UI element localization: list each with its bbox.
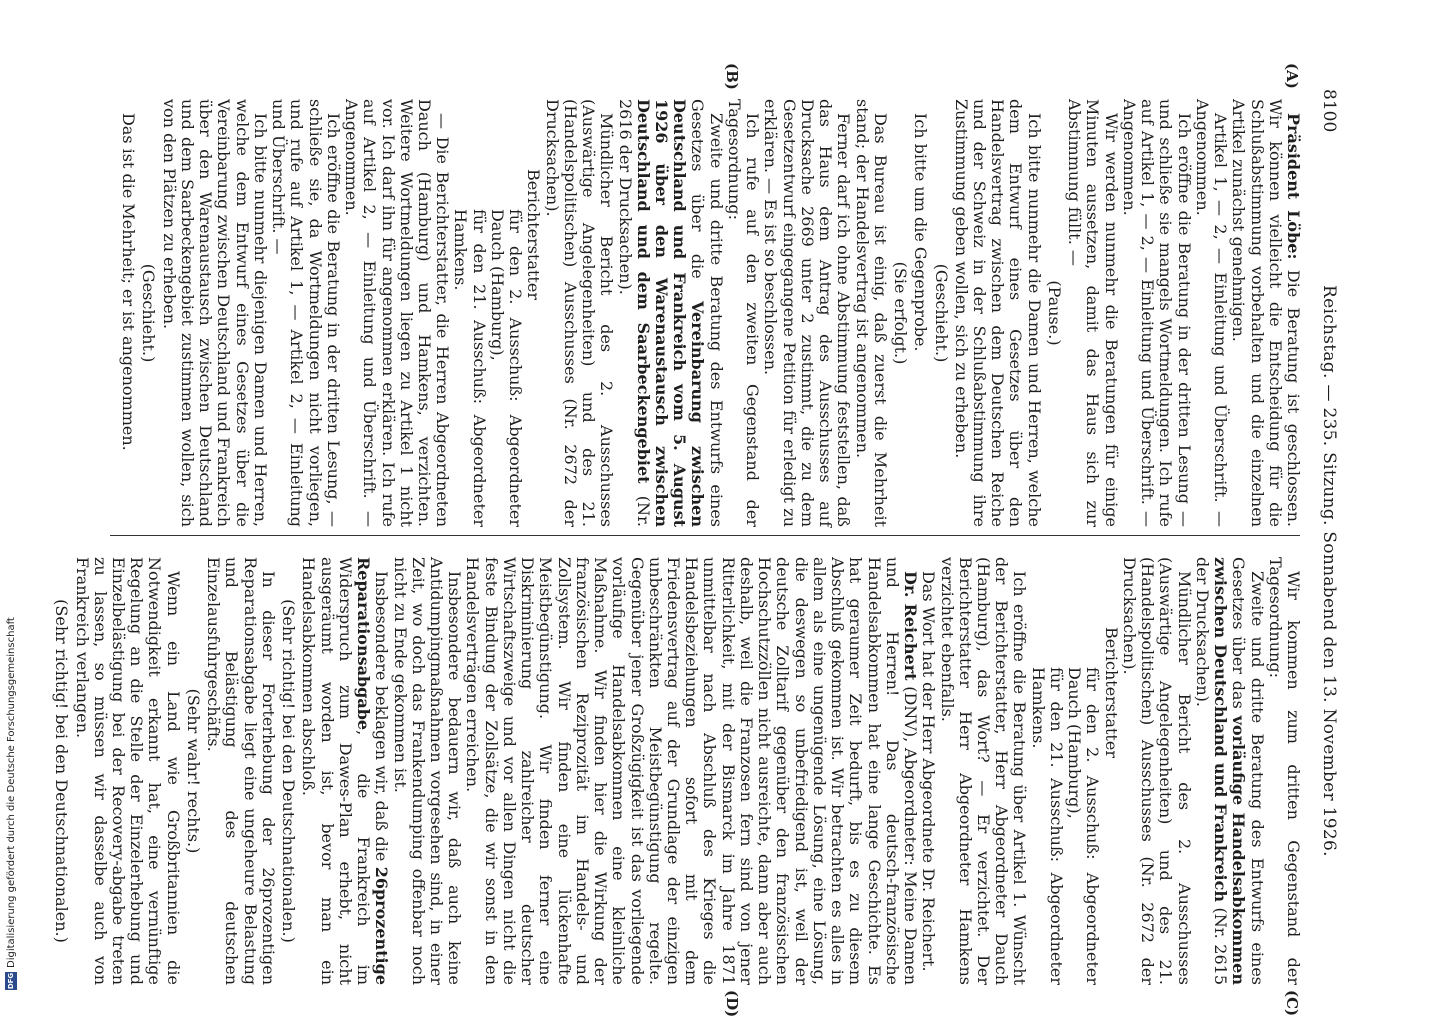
paragraph: Ich eröffne die Beratung in der dritten Lesung, — schließe sie, da Wortmeldungen nicht vorliegen, und rufe auf Artikel 1, — Artikel 2, — Einleitung und Überschrift. — <box>269 99 343 527</box>
rapporteur-heading: Berichterstatter <box>524 169 544 300</box>
stage-direction: (Sehr richtig! bei den Deutschnationalen.) <box>52 599 72 943</box>
paragraph: Wir kommen zum dritten Gegenstand der Tagesordnung: <box>1265 557 1303 985</box>
bold-phrase: Vereinbarung zwischen Deutschland und Frankreich vom 5. August 1926 über den Warenaustausch zwischen Deutschland und dem Saarbeckengebiet <box>633 99 708 527</box>
paragraph: Das Bureau ist einig, daß zuerst die Mehrheit stand; der Handelsvertrag ist angenommen. <box>852 99 890 527</box>
paragraph: — Die Berichterstatter, die Herren Abgeordneten Dauch (Hamburg) und Hamkens, verzichten. Weitere Wortmeldungen liegen zu Artikel 1 nicht vor. Ich darf ihn für angenommen erklären. Ich rufe auf Artikel 2, — Einleitung und Überschrift. — Angenommen. <box>342 99 453 527</box>
left-column <box>112 99 1302 527</box>
paragraph: Ich bitte um die Gegenprobe. <box>911 113 931 352</box>
paragraph: Ich rufe auf den zweiten Gegenstand der Tagesordnung: <box>724 99 763 527</box>
page-header <box>1312 85 1340 995</box>
margin-mark-a: (A) <box>1283 63 1301 89</box>
bold-phrase: Präsident Löbe: <box>1284 113 1303 260</box>
paragraph: Das Wort hat der Herr Abgeordnete Dr. Reichert. <box>919 571 939 972</box>
paragraph: Insbesondere bedauern wir, daß auch keine Antidumpingmaßnahmen vorgesehen sind, in einer Zeit, wo doch das Frankendumping offenbar noch nicht zu Ende gekommen ist. <box>390 557 465 985</box>
stage-direction: (Geschieht.) <box>931 263 951 363</box>
right-column <box>52 557 1303 986</box>
paragraph: Ferner darf ich ohne Abstimmung feststellen, daß das Haus dem Antrag des Ausschusses auf Drucksache 2669 unter 2 zustimmt, die zu dem Gesetzentwurf eingegangene Petition für erledigt zu erklären. — Es ist so beschlossen. <box>761 99 854 527</box>
bold-phrase: vorläufige Handelsabkommen zwischen Deutschland und Frankreich <box>1211 557 1249 985</box>
paragraph: Zweite und dritte Beratung des Entwurfs eines Gesetzes über die Vereinbarung zwischen Deutschland und Frankreich vom 5. August 1926 über den Warenaustausch zwischen Deutschland und dem Saarbeckengebiet (Nr. 2616 der Drucksachen). <box>615 99 726 527</box>
paragraph: Wir werden nunmehr die Beratungen für einige Minuten aussetzen, damit das Haus sich zur Abstimmung füllt. — <box>1065 99 1121 527</box>
rapporteur-line: für den 2. Ausschuß: Abgeordneter Dauch (Hamburg), <box>1065 667 1103 985</box>
stage-direction: (Geschieht.) <box>139 263 159 363</box>
paragraph: Mündlicher Bericht des 2. Ausschusses (Auswärtige Angelegenheiten) und des 21. (Handelspolitischen) Ausschusses (Nr. 2672 der Drucksachen). <box>1119 557 1194 985</box>
paragraph: Ich bitte nunmehr die Damen und Herren, welche dem Entwurf eines Gesetzes über den Handelsvertrag zwischen dem Deutschen Reiche und der Schweiz in der Schlußabstimmung ihre Zustimmung geben wollen, sich zu erheben. <box>951 99 1044 527</box>
paragraph: Ich eröffne die Beratung in der dritten Lesung — und schließe sie mangels Wortmeldungen. Ich rufe auf Artikel 1, — 2, — Einleitung und Überschrift. — Angenommen. <box>1119 99 1194 527</box>
paragraph: Dr. Reichert (DNV), Abgeordneter: Meine Damen und Herren! Das deutsch-französische Handelsabkommen hat eine lange Geschichte. Es hat geraumer Zeit bedurft, bis es zu diesem Abschluß gekommen ist. Wir betrachten es alles in allem als eine ungenügende Lösung, eine Lösung, die deswegen so unbefriedigend ist, weil der deutsche Zolltarif gegenüber den französischen Hochschutzzöllen nicht ausreichte, dann aber auch deshalb, weil die Franzosen fern sind von jener Ritterlichkeit, mit der Bismarck im Jahre 1871 unmittelbar nach Abschluß des Krieges die Handelsbeziehungen sofort mit dem Friedensvertrag auf der Grundlage der einzigen unbeschränkten Meistbegünstigung regelte. Gegenüber jener Großzügigkeit ist das vorliegende vorläufige Handelsabkommen eine kleinliche Maßnahme. Wir finden hier die Wirkung der französischen Reziprozität im Handels- und Zollsystem. Wir finden eine lückenhafte Meistbegünstigung. Wir finden ferner eine Diskriminierung zahlreicher deutscher Wirtschaftszweige und vor allen Dingen nicht die feste Bindung der Zollsätze, die wir sonst in den Handelsverträgen erreichen. <box>463 557 921 986</box>
paragraph: Das ist die Mehrheit; er ist angenommen. <box>119 113 139 451</box>
bold-phrase: 26prozentige Reparationsabgabe <box>354 557 392 985</box>
running-title: Reichstag. — 235. Sitzung. Sonnabend den 13. November 1926. <box>1319 285 1339 857</box>
dfg-logo-icon: DFG <box>7 972 15 990</box>
paragraph: Mündlicher Bericht des 2. Ausschusses (Auswärtige Angelegenheiten) und des 21. (Handelspolitischen) Ausschusses (Nr. 2672 der Drucksachen). <box>542 99 617 527</box>
stage-direction: (Pause.) <box>1044 280 1064 346</box>
stage-direction: (Sehr wahr! rechts.) <box>183 688 203 854</box>
margin-mark-d: (D) <box>723 990 741 1017</box>
stage-direction: (Sehr richtig! bei den Deutschnationalen.) <box>279 599 299 943</box>
paragraph: Ich bitte nunmehr diejenigen Damen und Herren, welche dem Entwurf eines Gesetzes über die Vereinbarung zwischen Deutschland und Frankreich über den Warenaustausch zwischen Deutschland und dem Saarbeckengebiet zustimmen wollen, sich von den Plätzen zu erheben. <box>159 99 270 527</box>
paragraph: Wenn ein Land wie Großbritannien die Notwendigkeit erkannt hat, eine vernünftige Regelung an die Stelle der Einzelerhebung und Einzelbelästigung bei der Recovery-abgabe treten zu lassen, so müssen wir dasselbe auch von Frankreich verlangen. <box>72 557 183 985</box>
dfg-footer <box>0 0 20 1000</box>
paragraph: Ich eröffne die Beratung über Artikel 1. Wünscht der Berichterstatter, Herr Abgeordneter Dauch (Hamburg), das Wort? — Er verzichtet. Der Berichterstatter Herr Abgeordneter Hamkens verzichtet ebenfalls. <box>937 557 1030 985</box>
rapporteur-heading: Berichterstatter <box>1101 627 1121 758</box>
paragraph: Insbesondere beklagen wir, daß die 26prozentige Reparationsabgabe, die Frankreich im Widerspruch zum Dawes-Plan erhebt, nicht ausgeräumt worden ist, bevor man ein Handelsabkommen abschloß. <box>299 557 392 985</box>
paragraph: Artikel 1, — 2, — Einleitung und Überschrift. — Angenommen. <box>1192 99 1231 527</box>
bold-phrase: Dr. Reichert <box>901 571 921 681</box>
paragraph: In dieser Forterhebung der 26prozentigen Reparationsabgabe liegt eine ungeheure Belastung und Belästigung des deutschen Einzelausfuhrgeschäfts. <box>204 557 278 985</box>
rapporteur-line: für den 2. Ausschuß: Abgeordneter Dauch (Hamburg), <box>487 209 526 527</box>
margin-mark-b: (B) <box>723 63 741 90</box>
rapporteur-line: für den 21. Ausschuß: Abgeordneter Hamkens. <box>451 209 489 527</box>
paragraph: Präsident Löbe: Die Beratung ist geschlossen. Wir können vielleicht die Entscheidung für die Schlußabstimmung vorbehalten und die einzelnen Artikel zunächst genehmigen. <box>1229 99 1303 527</box>
column-divider <box>110 535 1300 536</box>
footer-text: Digitalisierung gefördert durch die Deutsche Forschungsgemeinschaft <box>6 617 17 968</box>
document-page <box>52 63 1340 1017</box>
rapporteur-line: für den 21. Ausschuß: Abgeordneter Hamkens. <box>1028 667 1066 985</box>
margin-mark-c: (C) <box>1283 990 1301 1017</box>
paragraph: Zweite und dritte Beratung des Entwurfs eines Gesetzes über das vorläufige Handelsabkommen zwischen Deutschland und Frankreich (Nr. 2615 der Drucksachen). <box>1192 557 1267 986</box>
stage-direction: (Sie erfolgt.) <box>891 261 911 365</box>
page-number: 8100 <box>1319 89 1339 133</box>
